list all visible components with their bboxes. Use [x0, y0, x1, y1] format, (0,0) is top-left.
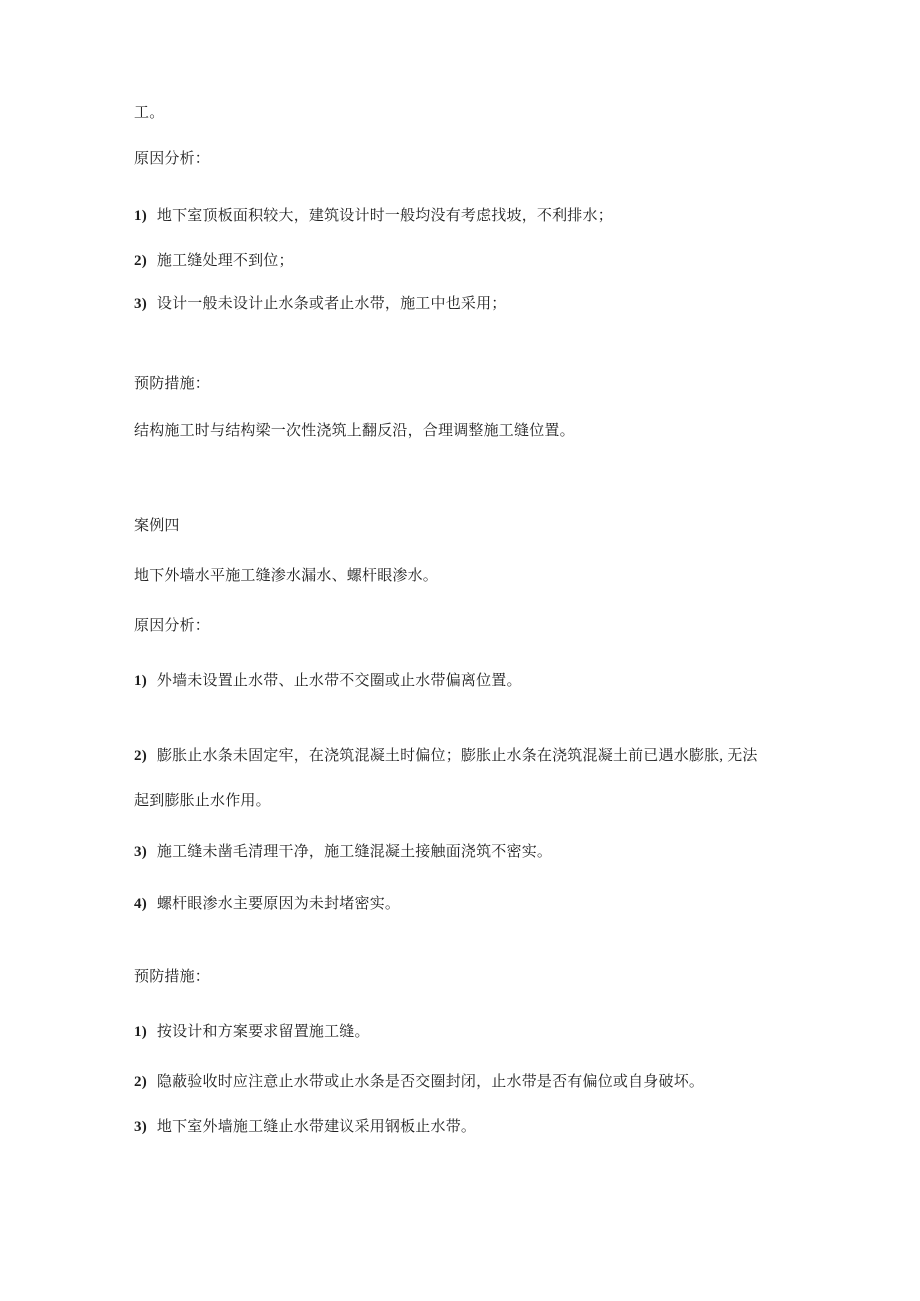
list-number: 3): [134, 844, 147, 860]
list-number: 2): [134, 1074, 147, 1090]
list-number: 2): [134, 253, 147, 269]
heading-cause-analysis-1: 原因分析：: [134, 151, 211, 167]
list-number: 1): [134, 208, 147, 224]
heading-prevention-1: 预防措施：: [134, 376, 211, 392]
list-number: 2): [134, 748, 147, 764]
heading-cause-analysis-2: 原因分析：: [134, 618, 211, 634]
cause2-item-4: 4) 螺杆眼渗水主要原因为未封堵密实。: [134, 896, 401, 912]
prevention2-item-1: 1) 按设计和方案要求留置施工缝。: [134, 1024, 370, 1040]
list-number: 3): [134, 1119, 147, 1135]
cause2-item-1: 1) 外墙未设置止水带、止水带不交圈或止水带偏离位置。: [134, 673, 522, 689]
cause2-item-2-continuation: 起到膨胀止水作用。: [134, 793, 271, 809]
list-number: 4): [134, 896, 147, 912]
cause2-item-3: 3) 施工缝未凿毛清理干净，施工缝混凝土接触面浇筑不密实。: [134, 844, 553, 860]
doc-line-continuation: 工。: [134, 105, 165, 121]
list-number: 3): [134, 296, 147, 312]
prevention2-item-2: 2) 隐蔽验收时应注意止水带或止水条是否交圈封闭，止水带是否有偏位或自身破坏。: [134, 1074, 705, 1090]
heading-prevention-2: 预防措施：: [134, 969, 211, 985]
cause1-item-1: 1) 地下室顶板面积较大，建筑设计时一般均没有考虑找坡，不利排水；: [134, 208, 613, 224]
cause2-item-2: 2) 膨胀止水条未固定牢，在浇筑混凝土时偏位；膨胀止水条在浇筑混凝土前已遇水膨胀, 无法: [134, 748, 758, 764]
case-four-description: 地下外墙水平施工缝渗水漏水、螺杆眼渗水。: [134, 568, 439, 584]
prevention1-text: 结构施工时与结构梁一次性浇筑上翻反沿，合理调整施工缝位置。: [134, 423, 575, 439]
list-number: 1): [134, 1024, 147, 1040]
cause1-item-3: 3) 设计一般未设计止水条或者止水带，施工中也采用；: [134, 296, 507, 312]
heading-case-four: 案例四: [134, 518, 180, 534]
prevention2-item-3: 3) 地下室外墙施工缝止水带建议采用钢板止水带。: [134, 1119, 477, 1135]
list-number: 1): [134, 673, 147, 689]
cause1-item-2: 2) 施工缝处理不到位；: [134, 253, 294, 269]
